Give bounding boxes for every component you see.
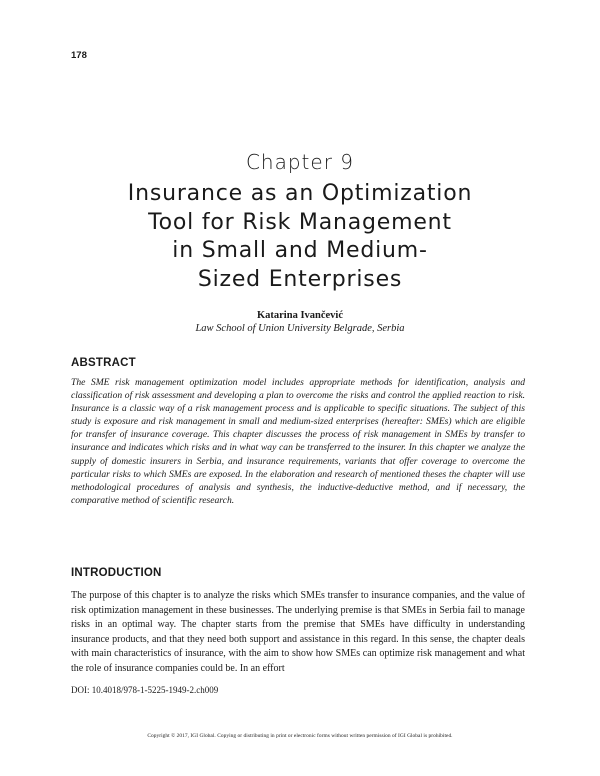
author-name: Katarina Ivančević (256, 310, 344, 321)
abstract-text: The SME risk management optimization model includes appropriate methods for identification, analysis and classification of risk assessment and developing a plan to overcome the risks and control the applied reaction to risk. Insurance is a classic way of a risk management process and is applicable to specific situations. The subject of this study is exposure and risk management in small and medium-sized enterprises (hereafter: SMEs) which are eligible for transfer of insurance coverage. This chapter discusses the process of risk management in SMEs by transfer to insurance and indicates which risks and in what way can be transferred to the insurer. In this chapter we analyze the supply of domestic insurers in Serbia, and insurance requirements, variants that offer coverage to overcome the particular risks to which SMEs are exposed. In the elaboration and research of mentioned theses the chapter will use methodological procedures of analysis and synthesis, the inductive-deductive method, and if necessary, the comparative method of scientific research. (71, 377, 525, 506)
introduction-text: The purpose of this chapter is to analyze the risks which SMEs transfer to insurance companies, and the value of risk optimization management in these businesses. The underlying premise is that SMEs in Serbia fail to manage risks in an optimal way. The chapter starts from the premise that SMEs have difficulty in understanding insurance products, and that they need both support and assistance in this regard. In this sense, the chapter deals with main characteristics of insurance, with the aim to show how SMEs can optimize risk management and what the role of insurance companies could be. In an effort (71, 590, 525, 674)
page-number: 178 (71, 50, 87, 61)
chapter-title-line: Insurance as an Optimization (127, 181, 473, 206)
chapter-label: Chapter 9 (245, 150, 355, 174)
author-affiliation: Law School of Union University Belgrade, Serbia (195, 323, 405, 334)
introduction-heading: INTRODUCTION (71, 567, 162, 579)
chapter-title-line: Tool for Risk Management (148, 209, 452, 235)
chapter-title-line: Sized Enterprises (197, 266, 403, 292)
copyright-notice: Copyright © 2017, IGI Global. Copying or distributing in print or electronic forms without written permission of IGI Global is prohibited. (147, 733, 453, 739)
doi-reference: DOI: 10.4018/978-1-5225-1949-2.ch009 (71, 685, 219, 695)
abstract-heading: ABSTRACT (71, 357, 136, 369)
chapter-title-line: in Small and Medium- (172, 238, 428, 263)
chapter-title (60, 180, 540, 294)
